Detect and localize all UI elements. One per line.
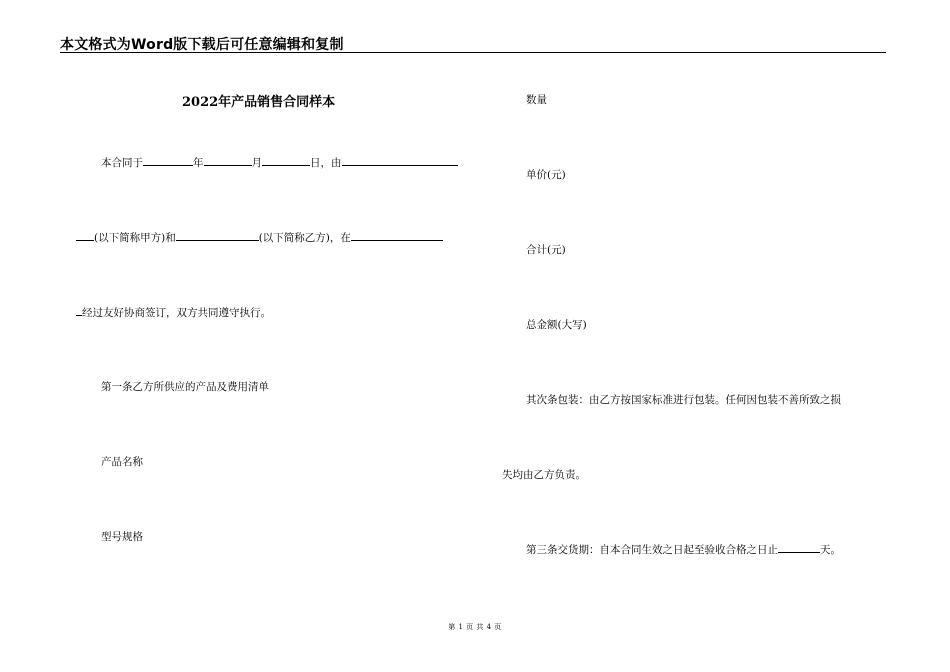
- unit-price-label: 单价(元): [526, 169, 566, 181]
- place-blank: [351, 230, 443, 241]
- page-number: 第 1 页 共 4 页: [448, 623, 502, 631]
- party-b-blank: [176, 230, 259, 241]
- quantity-label: 数量: [526, 94, 547, 106]
- agreement-line: [76, 305, 271, 320]
- party-a-label: (以下简称甲方)和: [94, 232, 176, 244]
- days-label: 天。: [820, 544, 841, 556]
- delivery-days-blank: [778, 542, 820, 553]
- day-label: 日，由: [310, 157, 342, 169]
- product-name-label: 产品名称: [101, 456, 143, 468]
- party-a-blank: [342, 155, 458, 166]
- subtotal-label: 合计(元): [526, 244, 566, 256]
- article-3-line: [526, 542, 841, 557]
- year-label: 年: [193, 157, 204, 169]
- party-a-blank-cont: [76, 230, 94, 241]
- article-2-line-1: 其次条包装：由乙方按国家标准进行包装。任何因包装不善所致之损: [526, 394, 841, 406]
- month-blank: [204, 155, 252, 166]
- contract-date-line: [101, 155, 458, 170]
- month-label: 月: [251, 157, 262, 169]
- contract-date-prefix: 本合同于: [101, 157, 143, 169]
- article-1-heading: 第一条乙方所供应的产品及费用清单: [101, 381, 269, 393]
- party-b-label: (以下简称乙方)，在: [258, 232, 351, 244]
- header-divider: [60, 52, 886, 53]
- total-amount-label: 总金额(大写): [526, 319, 587, 331]
- parties-line: [76, 230, 443, 245]
- day-blank: [262, 155, 310, 166]
- delivery-term-text: 第三条交货期：自本合同生效之日起至验收合格之日止: [526, 544, 778, 556]
- document-header-note: 本文格式为Word版下载后可任意编辑和复制: [60, 37, 344, 53]
- year-blank: [143, 155, 193, 166]
- agreement-text: 经过友好协商签订，双方共同遵守执行。: [82, 307, 271, 319]
- document-title: 2022年产品销售合同样本: [182, 95, 336, 110]
- model-spec-label: 型号规格: [101, 531, 143, 543]
- article-2-line-2: 失均由乙方负责。: [502, 469, 586, 481]
